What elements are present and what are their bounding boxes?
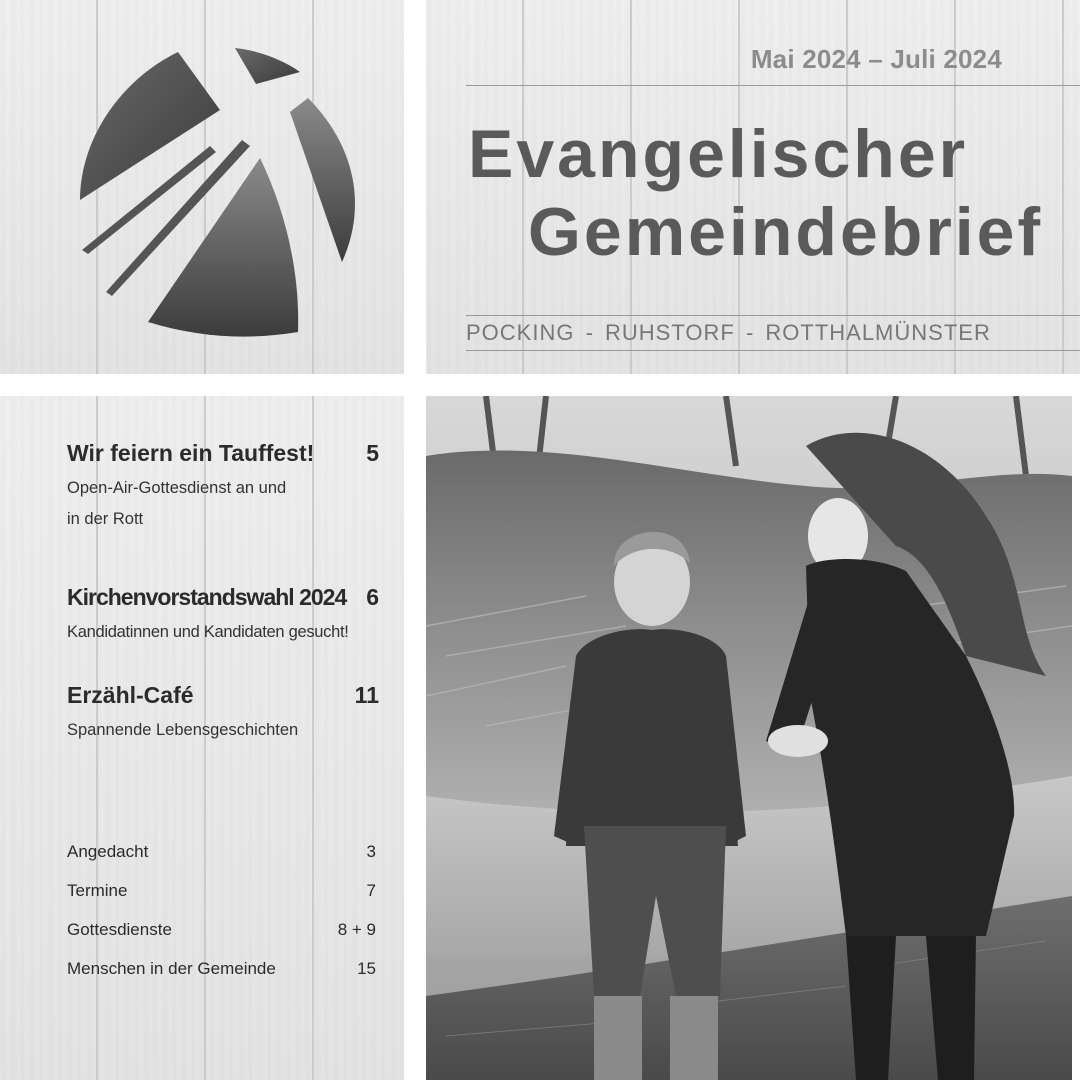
baptism-photo-image (426, 396, 1072, 1080)
toc-row-gottesdienste[interactable] (67, 920, 376, 959)
toc-page: 7 (366, 881, 376, 900)
masthead-panel (426, 0, 1080, 374)
church-logo-icon (60, 40, 370, 345)
feature-subtitle (67, 473, 379, 535)
feature-title: Wir feiern ein Tauffest! (67, 440, 315, 466)
feature-page: 11 (354, 682, 379, 708)
feature-subtitle: Spannende Lebensgeschichten (67, 721, 299, 739)
feature-erzaehl-cafe[interactable] (67, 682, 379, 746)
title-line-1: Evangelischer (468, 116, 969, 192)
toc-page: 8 + 9 (337, 920, 376, 939)
feature-tauffest[interactable] (67, 440, 379, 535)
issue-date-range: Mai 2024 – Juli 2024 (750, 44, 1002, 74)
locations-top-divider (466, 315, 1080, 316)
toc-row-menschen[interactable] (67, 959, 376, 998)
contents-panel (0, 396, 404, 1080)
feature-page: 5 (366, 440, 379, 466)
feature-subtitle-line: Open-Air-Gottesdienst an und (67, 479, 287, 497)
toc-row-termine[interactable] (67, 881, 376, 920)
locations-bottom-divider (466, 350, 1080, 351)
parish-locations: POCKING - RUHSTORF - ROTTHALMÜNSTER (466, 320, 991, 345)
toc-label: Angedacht (67, 842, 149, 861)
feature-subtitle-line: in der Rott (67, 510, 144, 528)
toc-label: Gottesdienste (67, 920, 172, 939)
toc-row-angedacht[interactable] (67, 842, 376, 881)
cover-photo (426, 396, 1072, 1080)
top-divider (466, 85, 1080, 86)
feature-title: Kirchenvorstandswahl 2024 (67, 584, 347, 610)
contents-list (67, 842, 376, 998)
toc-page: 3 (366, 842, 376, 861)
logo-panel (0, 0, 404, 374)
feature-title: Erzähl-Café (67, 682, 194, 708)
feature-kirchenvorstandswahl[interactable] (67, 584, 379, 648)
title-line-2: Gemeindebrief (528, 194, 1044, 270)
feature-subtitle: Kandidatinnen und Kandidaten gesucht! (67, 623, 349, 641)
feature-page: 6 (366, 584, 379, 610)
toc-page: 15 (357, 959, 376, 978)
toc-label: Menschen in der Gemeinde (67, 959, 276, 978)
toc-label: Termine (67, 881, 128, 900)
